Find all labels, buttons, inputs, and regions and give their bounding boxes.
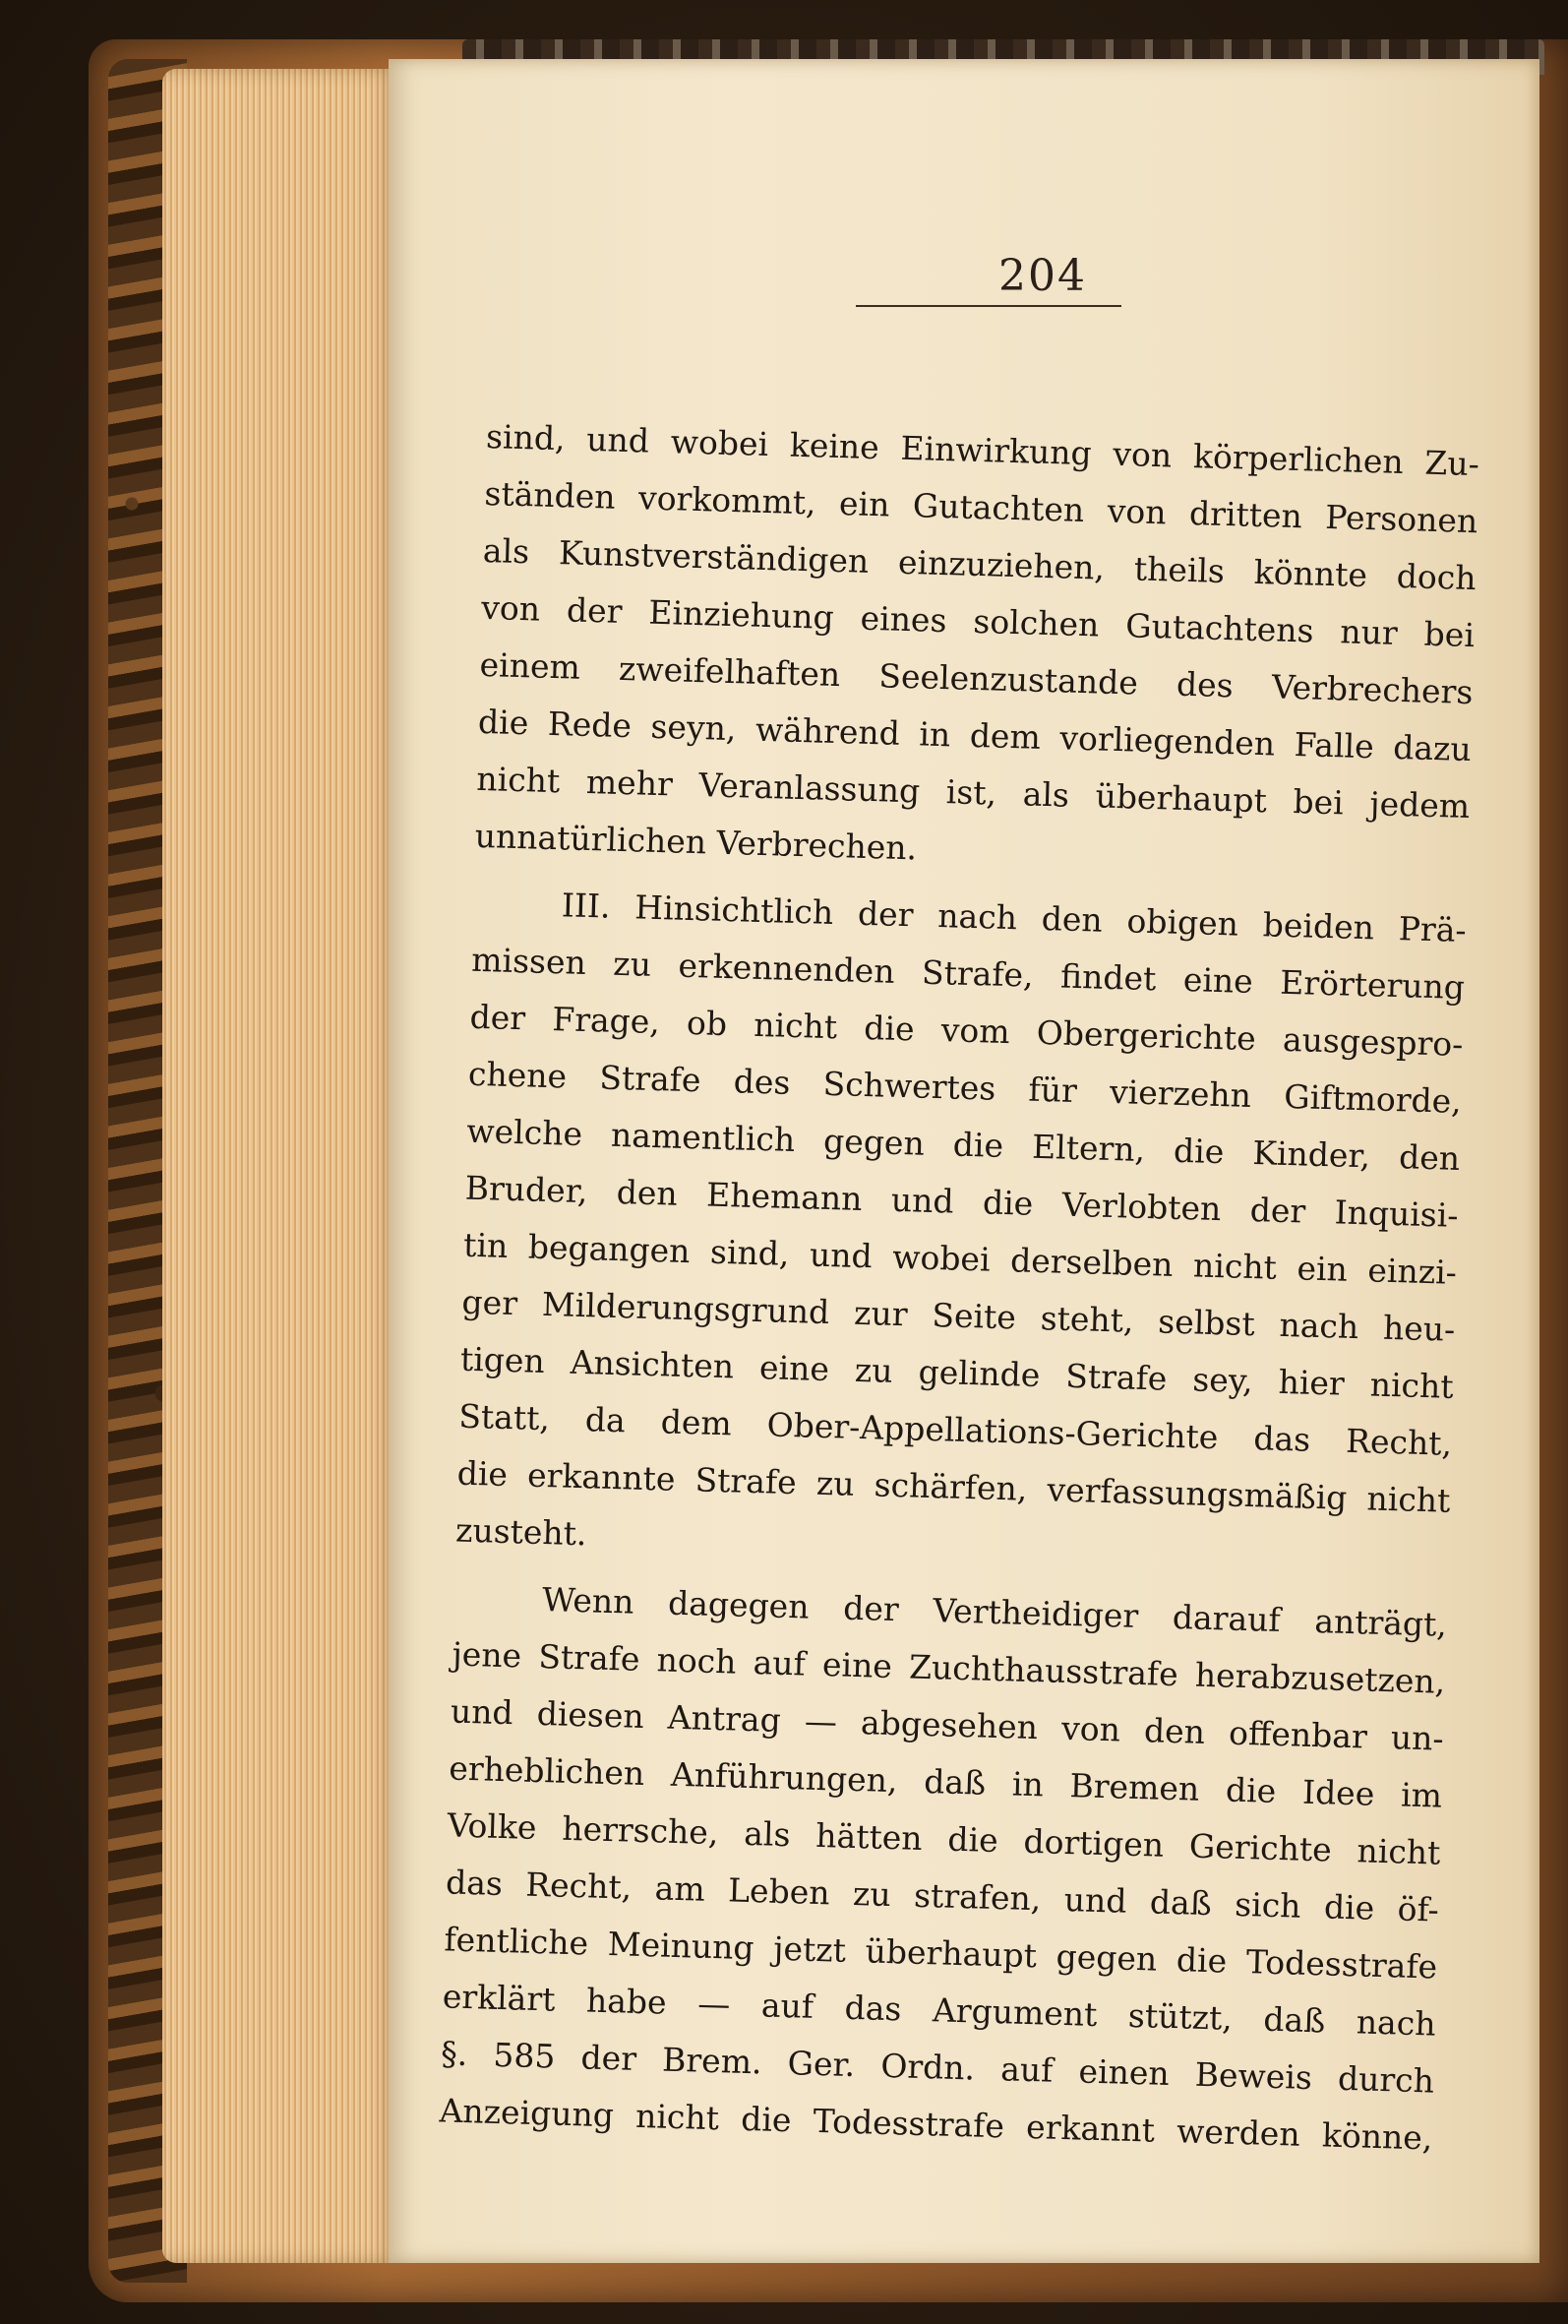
- text-line: welche namentlich gegen die Eltern, die Kinder, den: [465, 1111, 1461, 1178]
- text-line: ger Milderungsgrund zur Seite steht, selbst nach heu-: [461, 1282, 1456, 1349]
- text-line: einem zweifelhaften Seelenzustande des Verbrechers: [479, 644, 1474, 712]
- text-line: jene Strafe noch auf eine Zuchthausstrafe herabzusetzen,: [452, 1634, 1446, 1701]
- text-line: ständen vorkommt, ein Gutachten von dritten Personen: [484, 473, 1478, 541]
- text-line: das Recht, am Leben zu strafen, und daß sich die öf-: [445, 1863, 1440, 1929]
- text-line: zusteht.: [454, 1510, 588, 1554]
- text-line: die Rede seyn, während in dem vorliegenden Falle dazu: [477, 702, 1473, 769]
- text-line: Anzeigung nicht die Todesstrafe erkannt werden könne,: [439, 2091, 1433, 2158]
- page-text: [439, 408, 1480, 2168]
- text-line: Wenn dagegen der Vertheidiger darauf anträgt,: [541, 1580, 1448, 1644]
- text-line: nicht mehr Veranlassung ist, als überhaupt bei jedem: [475, 759, 1471, 826]
- text-line: fentliche Meinung jetzt überhaupt gegen die Todesstrafe: [443, 1920, 1438, 1987]
- page-edges: [162, 69, 398, 2263]
- text-line: tigen Ansichten eine zu gelinde Strafe sey, hier nicht: [459, 1339, 1455, 1406]
- text-line: chene Strafe des Schwertes für vierzehn Giftmorde,: [467, 1054, 1463, 1121]
- page-number: 204: [998, 251, 1087, 301]
- text-line: erklärt habe — auf das Argument stützt, daß nach: [442, 1977, 1437, 2044]
- text-line: der Frage, ob nicht die vom Obergerichte ausgespro-: [469, 997, 1464, 1064]
- text-line: §. 585 der Brem. Ger. Ordn. auf einen Beweis durch: [440, 2034, 1435, 2101]
- text-line: von der Einziehung eines solchen Gutachtens nur bei: [480, 587, 1476, 655]
- text-line: Bruder, den Ehemann und die Verlobten der Inquisi-: [464, 1168, 1460, 1235]
- text-line: unnatürlichen Verbrechen.: [474, 816, 918, 868]
- text-line: III. Hinsichtlich der nach den obigen beiden Prä-: [561, 886, 1468, 949]
- text-line: die erkannte Strafe zu schärfen, verfassungsmäßig nicht: [456, 1453, 1451, 1520]
- text-line: sind, und wobei keine Einwirkung von körperlichen Zu-: [485, 416, 1480, 484]
- text-line: als Kunstverständigen einzuziehen, theils könnte doch: [482, 530, 1478, 598]
- text-line: erheblichen Anführungen, daß in Bremen die Idee im: [448, 1748, 1443, 1815]
- text-line: missen zu erkennenden Strafe, findet eine Erörterung: [470, 940, 1466, 1007]
- text-line: tin begangen sind, und wobei derselben nicht ein einzi-: [462, 1225, 1458, 1292]
- book-page: [389, 59, 1539, 2263]
- text-line: und diesen Antrag — abgesehen von den offenbar un-: [450, 1691, 1445, 1758]
- text-line: Statt, da dem Ober-Appellations-Gerichte das Recht,: [457, 1396, 1453, 1463]
- text-line: Volke herrsche, als hätten die dortigen Gerichte nicht: [447, 1805, 1441, 1872]
- header-rule: [856, 305, 1121, 307]
